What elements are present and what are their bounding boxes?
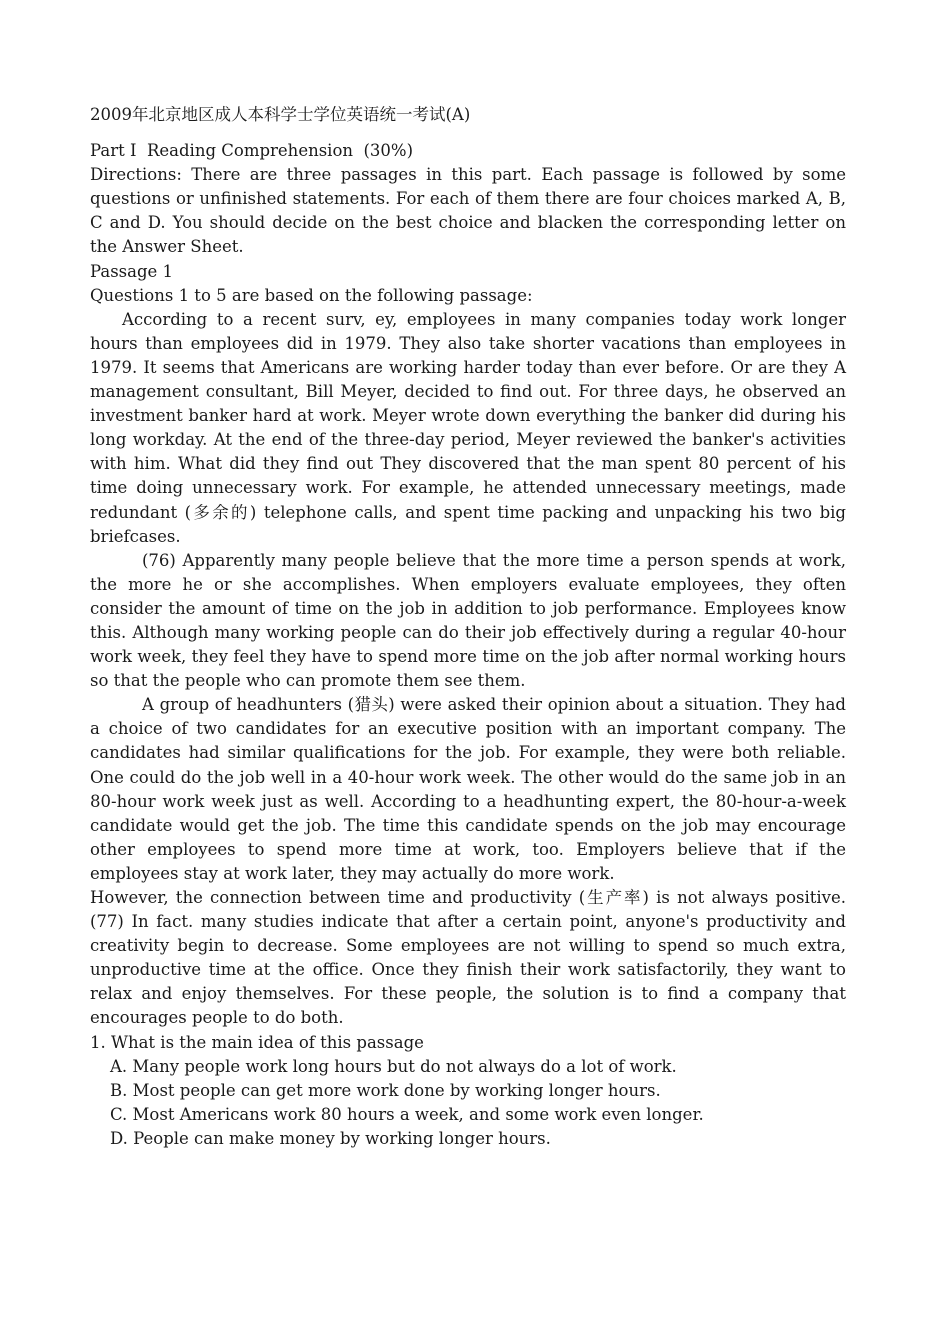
passage-paragraph-3: A group of headhunters (猎头) were asked their opinion about a situation. They had a choice of two candidates for an executive position with an important company. The candidates had similar qualifications for the job. For example, they were both reliable. One could do the job well in a 40-hour work week. The other would do the same job in an 80-hour work week just as well. According to a headhunting expert, the 80-hour-a-week candidate would get the job. The time this candidate spends on the job may encourage other employees to spend more time at work, too. Employers believe that if the employees stay at work later, they may actually do more work. bbox=[90, 695, 846, 883]
questions-intro: Questions 1 to 5 are based on the following passage: bbox=[90, 285, 533, 305]
passage-paragraph-1: According to a recent surv, ey, employees in many companies today work longer hours than employees did in 1979. They also take shorter vacations than employees in 1979. It seems that Americans are working harder today than ever before. Or are they A management consultant, Bill Meyer, decided to find out. For three days, he observed an investment banker hard at work. Meyer wrote down everything the banker did during his long workday. At the end of the three-day period, Meyer reviewed the banker's activities with him. What did they find out They discovered that the man spent 80 percent of his time doing unnecessary work. For example, he attended unnecessary meetings, made redundant (多余的) telephone calls, and spent time packing and unpacking his two big briefcases. bbox=[90, 309, 846, 546]
question-1-option-d: D. People can make money by working longer hours. bbox=[110, 1128, 551, 1148]
passage-paragraph-4: However, the connection between time and productivity (生产率) is not always positive. (77) In fact. many studies indicate that after a certain point, anyone's productivity and creativity begin to decrease. Some employees are not willing to spend so much extra, unproductive time at the office. Once they finish their work satisfactorily, they want to relax and enjoy themselves. For these people, the solution is to find a company that encourages people to do both. bbox=[90, 888, 846, 1028]
question-1-option-a: A. Many people work long hours but do not always do a lot of work. bbox=[110, 1056, 677, 1076]
question-1-option-b: B. Most people can get more work done by working longer hours. bbox=[110, 1080, 661, 1100]
part-heading: Part I Reading Comprehension (30%) bbox=[90, 141, 414, 161]
directions-text: Directions: There are three passages in this part. Each passage is followed by some questions or unfinished statements. For each of them there are four choices marked A, B, C and D. You should decide on the best choice and blacken the corresponding letter on the Answer Sheet. bbox=[90, 165, 846, 257]
exam-title: 2009年北京地区成人本科学士学位英语统一考试(A) bbox=[90, 105, 471, 124]
passage-paragraph-2: (76) Apparently many people believe that the more time a person spends at work, the more he or she accomplishes. When employers evaluate employees, they often consider the amount of time on the job in addition to job performance. Employees know this. Although many working people can do their job effectively during a regular 40-hour work week, they feel they have to spend more time on the job after normal working hours so that the people who can promote them see them. bbox=[90, 550, 846, 691]
exam-page bbox=[90, 103, 846, 1151]
passage-label: Passage 1 bbox=[90, 261, 174, 281]
question-1-stem: 1. What is the main idea of this passage bbox=[90, 1032, 424, 1052]
question-1-option-c: C. Most Americans work 80 hours a week, and some work even longer. bbox=[110, 1104, 704, 1124]
